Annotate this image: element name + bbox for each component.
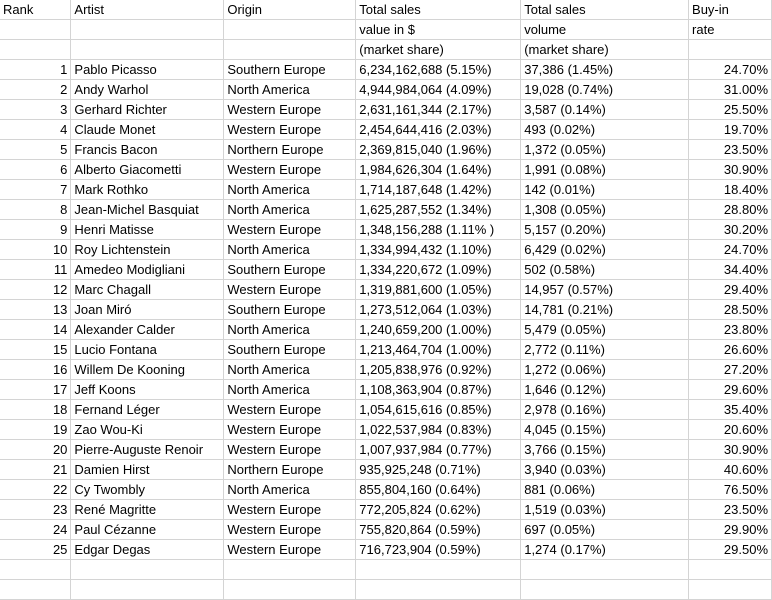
header-cell-origin[interactable] [224, 20, 356, 40]
buy-in-rate-cell[interactable]: 24.70% [689, 60, 772, 80]
sales-volume-cell[interactable]: 1,372 (0.05%) [521, 140, 689, 160]
table-row [0, 140, 772, 160]
rank-cell[interactable]: 10 [0, 240, 71, 260]
header-cell-sales-volume[interactable]: (market share) [521, 40, 689, 60]
table-row [0, 100, 772, 120]
sales-value-cell[interactable]: 2,454,644,416 (2.03%) [356, 120, 521, 140]
origin-cell[interactable]: North America [224, 240, 356, 260]
rank-cell[interactable]: 5 [0, 140, 71, 160]
buy-in-rate-cell[interactable]: 29.90% [689, 520, 772, 540]
header-row [0, 40, 772, 60]
artist-cell[interactable]: Cy Twombly [71, 480, 224, 500]
artist-cell[interactable]: Pierre-Auguste Renoir [71, 440, 224, 460]
empty-cell[interactable] [224, 560, 356, 580]
rank-cell[interactable]: 4 [0, 120, 71, 140]
origin-cell[interactable]: Northern Europe [224, 460, 356, 480]
buy-in-rate-cell[interactable]: 19.70% [689, 120, 772, 140]
header-cell-buy-in-rate[interactable]: rate [689, 20, 772, 40]
rank-cell[interactable]: 7 [0, 180, 71, 200]
sales-value-cell[interactable]: 855,804,160 (0.64%) [356, 480, 521, 500]
rank-cell[interactable]: 12 [0, 280, 71, 300]
rank-cell[interactable]: 17 [0, 380, 71, 400]
buy-in-rate-cell[interactable]: 40.60% [689, 460, 772, 480]
artist-cell[interactable]: Gerhard Richter [71, 100, 224, 120]
buy-in-rate-cell[interactable]: 30.90% [689, 440, 772, 460]
table-row [0, 540, 772, 560]
header-cell-buy-in-rate[interactable]: Buy-in [689, 0, 772, 20]
sales-value-cell[interactable]: 1,007,937,984 (0.77%) [356, 440, 521, 460]
sales-volume-cell[interactable]: 2,978 (0.16%) [521, 400, 689, 420]
origin-cell[interactable]: North America [224, 380, 356, 400]
origin-cell[interactable]: Western Europe [224, 520, 356, 540]
sales-volume-cell[interactable]: 5,479 (0.05%) [521, 320, 689, 340]
buy-in-rate-cell[interactable]: 28.80% [689, 200, 772, 220]
sales-volume-cell[interactable]: 1,991 (0.08%) [521, 160, 689, 180]
sales-value-cell[interactable]: 935,925,248 (0.71%) [356, 460, 521, 480]
table-row [0, 460, 772, 480]
table-row [0, 340, 772, 360]
header-cell-sales-volume[interactable]: volume [521, 20, 689, 40]
sales-volume-cell[interactable]: 4,045 (0.15%) [521, 420, 689, 440]
sales-volume-cell[interactable]: 5,157 (0.20%) [521, 220, 689, 240]
empty-cell[interactable] [356, 580, 521, 600]
sales-value-cell[interactable]: 1,022,537,984 (0.83%) [356, 420, 521, 440]
buy-in-rate-cell[interactable]: 28.50% [689, 300, 772, 320]
sales-volume-cell[interactable]: 1,272 (0.06%) [521, 360, 689, 380]
rank-cell[interactable]: 1 [0, 60, 71, 80]
sales-volume-cell[interactable]: 1,274 (0.17%) [521, 540, 689, 560]
origin-cell[interactable]: Southern Europe [224, 300, 356, 320]
header-cell-buy-in-rate[interactable] [689, 40, 772, 60]
table-row [0, 200, 772, 220]
table-row [0, 480, 772, 500]
buy-in-rate-cell[interactable]: 27.20% [689, 360, 772, 380]
empty-row [0, 580, 772, 600]
sales-value-cell[interactable]: 2,369,815,040 (1.96%) [356, 140, 521, 160]
header-cell-sales-volume[interactable]: Total sales [521, 0, 689, 20]
buy-in-rate-cell[interactable]: 30.20% [689, 220, 772, 240]
sales-volume-cell[interactable]: 19,028 (0.74%) [521, 80, 689, 100]
empty-cell[interactable] [689, 580, 772, 600]
table-row [0, 420, 772, 440]
header-cell-artist[interactable] [71, 20, 224, 40]
sales-volume-cell[interactable]: 1,308 (0.05%) [521, 200, 689, 220]
empty-cell[interactable] [71, 560, 224, 580]
artist-cell[interactable]: Mark Rothko [71, 180, 224, 200]
artist-cell[interactable]: Jean-Michel Basquiat [71, 200, 224, 220]
origin-cell[interactable]: Southern Europe [224, 60, 356, 80]
header-cell-sales-value[interactable]: (market share) [356, 40, 521, 60]
table-row [0, 300, 772, 320]
origin-cell[interactable]: North America [224, 320, 356, 340]
buy-in-rate-cell[interactable]: 29.50% [689, 540, 772, 560]
origin-cell[interactable]: Western Europe [224, 400, 356, 420]
empty-cell[interactable] [71, 580, 224, 600]
artist-cell[interactable]: Francis Bacon [71, 140, 224, 160]
table-row [0, 440, 772, 460]
origin-cell[interactable]: Western Europe [224, 440, 356, 460]
artist-cell[interactable]: Zao Wou-Ki [71, 420, 224, 440]
buy-in-rate-cell[interactable]: 23.80% [689, 320, 772, 340]
origin-cell[interactable]: Western Europe [224, 540, 356, 560]
sales-value-cell[interactable]: 772,205,824 (0.62%) [356, 500, 521, 520]
rank-cell[interactable]: 23 [0, 500, 71, 520]
header-cell-rank[interactable] [0, 20, 71, 40]
sales-value-cell[interactable]: 1,054,615,616 (0.85%) [356, 400, 521, 420]
rank-cell[interactable]: 21 [0, 460, 71, 480]
artist-cell[interactable]: Amedeo Modigliani [71, 260, 224, 280]
empty-cell[interactable] [521, 560, 689, 580]
buy-in-rate-cell[interactable]: 25.50% [689, 100, 772, 120]
buy-in-rate-cell[interactable]: 29.40% [689, 280, 772, 300]
artist-cell[interactable]: Fernand Léger [71, 400, 224, 420]
sales-value-cell[interactable]: 4,944,984,064 (4.09%) [356, 80, 521, 100]
rank-cell[interactable]: 11 [0, 260, 71, 280]
table-row [0, 520, 772, 540]
rank-cell[interactable]: 15 [0, 340, 71, 360]
table-row [0, 240, 772, 260]
sales-value-cell[interactable]: 1,625,287,552 (1.34%) [356, 200, 521, 220]
sales-value-cell[interactable]: 1,213,464,704 (1.00%) [356, 340, 521, 360]
sales-value-cell[interactable]: 1,348,156,288 (1.11% ) [356, 220, 521, 240]
artist-cell[interactable]: Roy Lichtenstein [71, 240, 224, 260]
sales-value-cell[interactable]: 1,984,626,304 (1.64%) [356, 160, 521, 180]
origin-cell[interactable]: Western Europe [224, 280, 356, 300]
origin-cell[interactable]: Western Europe [224, 420, 356, 440]
header-cell-origin[interactable]: Origin [224, 0, 356, 20]
header-cell-rank[interactable] [0, 40, 71, 60]
sales-volume-cell[interactable]: 2,772 (0.11%) [521, 340, 689, 360]
sales-value-cell[interactable]: 1,334,994,432 (1.10%) [356, 240, 521, 260]
artist-cell[interactable]: Damien Hirst [71, 460, 224, 480]
rank-cell[interactable]: 24 [0, 520, 71, 540]
table-row [0, 60, 772, 80]
empty-cell[interactable] [0, 560, 71, 580]
header-cell-artist[interactable]: Artist [71, 0, 224, 20]
table-row [0, 180, 772, 200]
sales-value-cell[interactable]: 6,234,162,688 (5.15%) [356, 60, 521, 80]
sales-volume-cell[interactable]: 493 (0.02%) [521, 120, 689, 140]
sales-value-cell[interactable]: 716,723,904 (0.59%) [356, 540, 521, 560]
empty-row [0, 560, 772, 580]
rank-cell[interactable]: 18 [0, 400, 71, 420]
origin-cell[interactable]: Western Europe [224, 500, 356, 520]
artist-cell[interactable]: Alberto Giacometti [71, 160, 224, 180]
empty-cell[interactable] [689, 560, 772, 580]
sales-volume-cell[interactable]: 3,940 (0.03%) [521, 460, 689, 480]
origin-cell[interactable]: Southern Europe [224, 260, 356, 280]
origin-cell[interactable]: Western Europe [224, 160, 356, 180]
rank-cell[interactable]: 20 [0, 440, 71, 460]
origin-cell[interactable]: North America [224, 480, 356, 500]
table-row [0, 400, 772, 420]
sales-volume-cell[interactable]: 142 (0.01%) [521, 180, 689, 200]
rank-cell[interactable]: 6 [0, 160, 71, 180]
table-row [0, 500, 772, 520]
empty-cell[interactable] [521, 580, 689, 600]
sales-value-cell[interactable]: 1,334,220,672 (1.09%) [356, 260, 521, 280]
buy-in-rate-cell[interactable]: 26.60% [689, 340, 772, 360]
buy-in-rate-cell[interactable]: 30.90% [689, 160, 772, 180]
artist-cell[interactable]: Marc Chagall [71, 280, 224, 300]
artist-cell[interactable]: Jeff Koons [71, 380, 224, 400]
rank-cell[interactable]: 22 [0, 480, 71, 500]
origin-cell[interactable]: Western Europe [224, 100, 356, 120]
artist-cell[interactable]: Henri Matisse [71, 220, 224, 240]
origin-cell[interactable]: Western Europe [224, 120, 356, 140]
artist-cell[interactable]: Joan Miró [71, 300, 224, 320]
sales-volume-cell[interactable]: 37,386 (1.45%) [521, 60, 689, 80]
table-row [0, 360, 772, 380]
sales-value-cell[interactable]: 755,820,864 (0.59%) [356, 520, 521, 540]
sales-value-cell[interactable]: 1,273,512,064 (1.03%) [356, 300, 521, 320]
buy-in-rate-cell[interactable]: 35.40% [689, 400, 772, 420]
artist-cell[interactable]: Claude Monet [71, 120, 224, 140]
origin-cell[interactable]: North America [224, 360, 356, 380]
buy-in-rate-cell[interactable]: 20.60% [689, 420, 772, 440]
empty-cell[interactable] [356, 560, 521, 580]
artist-cell[interactable]: Willem De Kooning [71, 360, 224, 380]
buy-in-rate-cell[interactable]: 34.40% [689, 260, 772, 280]
artist-cell[interactable]: Alexander Calder [71, 320, 224, 340]
buy-in-rate-cell[interactable]: 31.00% [689, 80, 772, 100]
sales-volume-cell[interactable]: 14,781 (0.21%) [521, 300, 689, 320]
rank-cell[interactable]: 19 [0, 420, 71, 440]
rank-cell[interactable]: 3 [0, 100, 71, 120]
origin-cell[interactable]: Northern Europe [224, 140, 356, 160]
table-row [0, 380, 772, 400]
artist-cell[interactable]: Pablo Picasso [71, 60, 224, 80]
artist-cell[interactable]: Andy Warhol [71, 80, 224, 100]
origin-cell[interactable]: North America [224, 180, 356, 200]
sales-value-cell[interactable]: 1,240,659,200 (1.00%) [356, 320, 521, 340]
buy-in-rate-cell[interactable]: 29.60% [689, 380, 772, 400]
header-cell-sales-value[interactable]: Total sales [356, 0, 521, 20]
buy-in-rate-cell[interactable]: 24.70% [689, 240, 772, 260]
header-cell-artist[interactable] [71, 40, 224, 60]
sales-volume-cell[interactable]: 6,429 (0.02%) [521, 240, 689, 260]
table-row [0, 80, 772, 100]
sales-volume-cell[interactable]: 881 (0.06%) [521, 480, 689, 500]
origin-cell[interactable]: Western Europe [224, 220, 356, 240]
empty-cell[interactable] [0, 580, 71, 600]
header-row [0, 0, 772, 20]
table-row [0, 220, 772, 240]
rank-cell[interactable]: 2 [0, 80, 71, 100]
sales-value-cell[interactable]: 1,319,881,600 (1.05%) [356, 280, 521, 300]
rank-cell[interactable]: 14 [0, 320, 71, 340]
rank-cell[interactable]: 9 [0, 220, 71, 240]
sales-value-cell[interactable]: 1,714,187,648 (1.42%) [356, 180, 521, 200]
table-row [0, 160, 772, 180]
table-row [0, 120, 772, 140]
origin-cell[interactable]: North America [224, 200, 356, 220]
artist-cell[interactable]: René Magritte [71, 500, 224, 520]
buy-in-rate-cell[interactable]: 23.50% [689, 140, 772, 160]
sales-volume-cell[interactable]: 3,766 (0.15%) [521, 440, 689, 460]
artist-cell[interactable]: Paul Cézanne [71, 520, 224, 540]
sales-value-cell[interactable]: 1,205,838,976 (0.92%) [356, 360, 521, 380]
sales-volume-cell[interactable]: 1,519 (0.03%) [521, 500, 689, 520]
header-cell-sales-value[interactable]: value in $ [356, 20, 521, 40]
header-row [0, 20, 772, 40]
sales-volume-cell[interactable]: 697 (0.05%) [521, 520, 689, 540]
buy-in-rate-cell[interactable]: 76.50% [689, 480, 772, 500]
origin-cell[interactable]: North America [224, 80, 356, 100]
rank-cell[interactable]: 8 [0, 200, 71, 220]
table-row [0, 260, 772, 280]
sales-volume-cell[interactable]: 502 (0.58%) [521, 260, 689, 280]
sales-volume-cell[interactable]: 14,957 (0.57%) [521, 280, 689, 300]
sales-volume-cell[interactable]: 3,587 (0.14%) [521, 100, 689, 120]
sales-volume-cell[interactable]: 1,646 (0.12%) [521, 380, 689, 400]
sales-value-cell[interactable]: 2,631,161,344 (2.17%) [356, 100, 521, 120]
artist-cell[interactable]: Lucio Fontana [71, 340, 224, 360]
rank-cell[interactable]: 16 [0, 360, 71, 380]
rank-cell[interactable]: 25 [0, 540, 71, 560]
empty-cell[interactable] [224, 580, 356, 600]
rank-cell[interactable]: 13 [0, 300, 71, 320]
header-cell-rank[interactable]: Rank [0, 0, 71, 20]
sales-value-cell[interactable]: 1,108,363,904 (0.87%) [356, 380, 521, 400]
table-row [0, 280, 772, 300]
buy-in-rate-cell[interactable]: 18.40% [689, 180, 772, 200]
artist-cell[interactable]: Edgar Degas [71, 540, 224, 560]
origin-cell[interactable]: Southern Europe [224, 340, 356, 360]
table-row [0, 320, 772, 340]
buy-in-rate-cell[interactable]: 23.50% [689, 500, 772, 520]
header-cell-origin[interactable] [224, 40, 356, 60]
